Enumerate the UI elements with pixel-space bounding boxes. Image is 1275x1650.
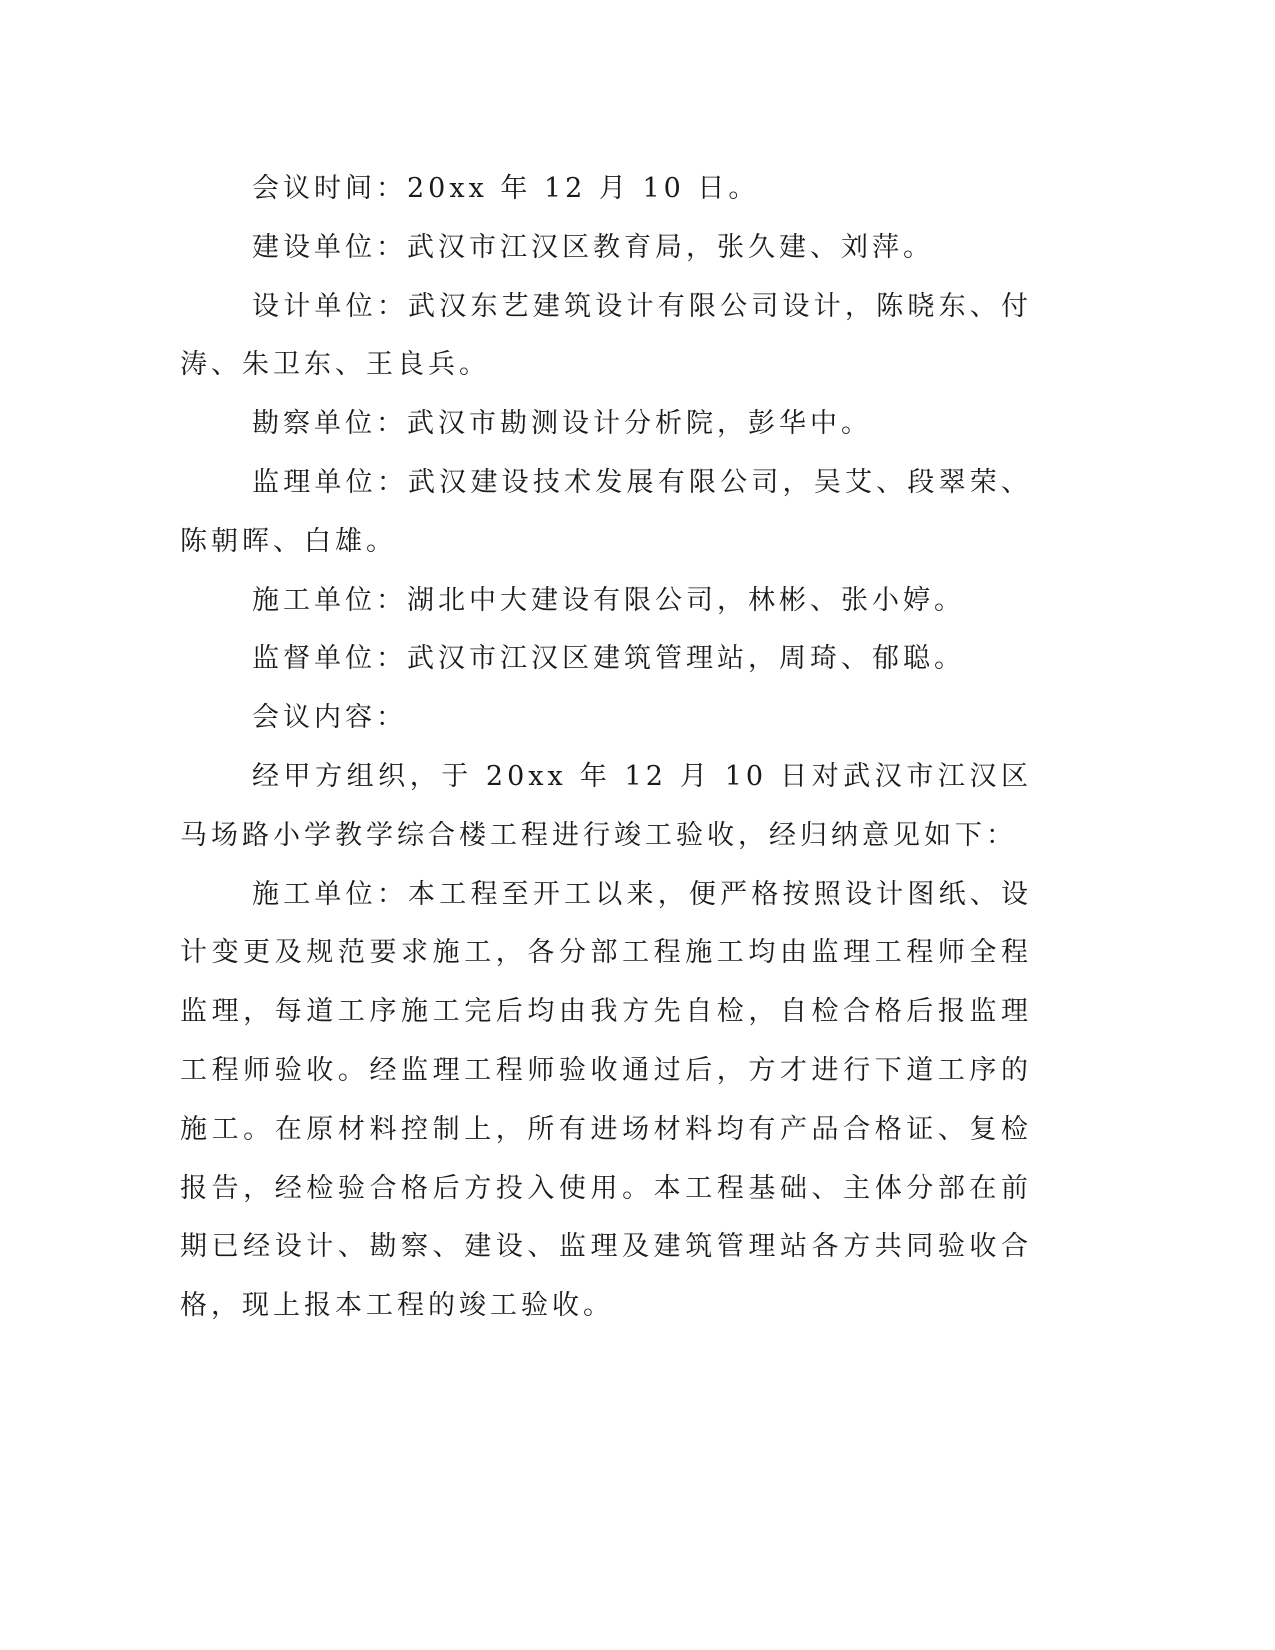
contractor-statement-paragraph: 施工单位：本工程至开工以来，便严格按照设计图纸、设计变更及规范要求施工，各分部工程施工均由监理工程师全程监理，每道工序施工完后均由我方先自检，自检合格后报监理工程师验收。经监理工程师验收通过后，方才进行下道工序的施工。在原材料控制上，所有进场材料均有产品合格证、复检报告，经检验合格后方投入使用。本工程基础、主体分部在前期已经设计、勘察、建设、监理及建筑管理站各方共同验收合格，现上报本工程的竣工验收。 [180,878,1032,1322]
meeting-intro-paragraph: 经甲方组织，于 20xx 年 12 月 10 日对武汉市江汉区马场路小学教学综合楼工程进行竣工验收，经归纳意见如下： [180,760,1032,851]
survey-unit-line: 勘察单位：武汉市勘测设计分析院，彭华中。 [252,408,872,440]
oversight-unit-line: 监督单位：武汉市江汉区建筑管理站，周琦、郁聪。 [252,643,965,675]
construction-unit-line: 建设单位：武汉市江汉区教育局，张久建、刘萍。 [252,231,934,263]
meeting-time-line: 会议时间：20xx 年 12 月 10 日。 [252,173,760,204]
design-unit-line: 设计单位：武汉东艺建筑设计有限公司设计，陈晓东、付涛、朱卫东、王良兵。 [180,290,1032,381]
document-body [180,160,1032,1336]
meeting-content-heading: 会议内容： [252,702,407,734]
supervision-unit-line: 监理单位：武汉建设技术发展有限公司，吴艾、段翠荣、陈朝晖、白雄。 [180,466,1032,557]
contractor-unit-line: 施工单位：湖北中大建设有限公司，林彬、张小婷。 [252,584,965,616]
